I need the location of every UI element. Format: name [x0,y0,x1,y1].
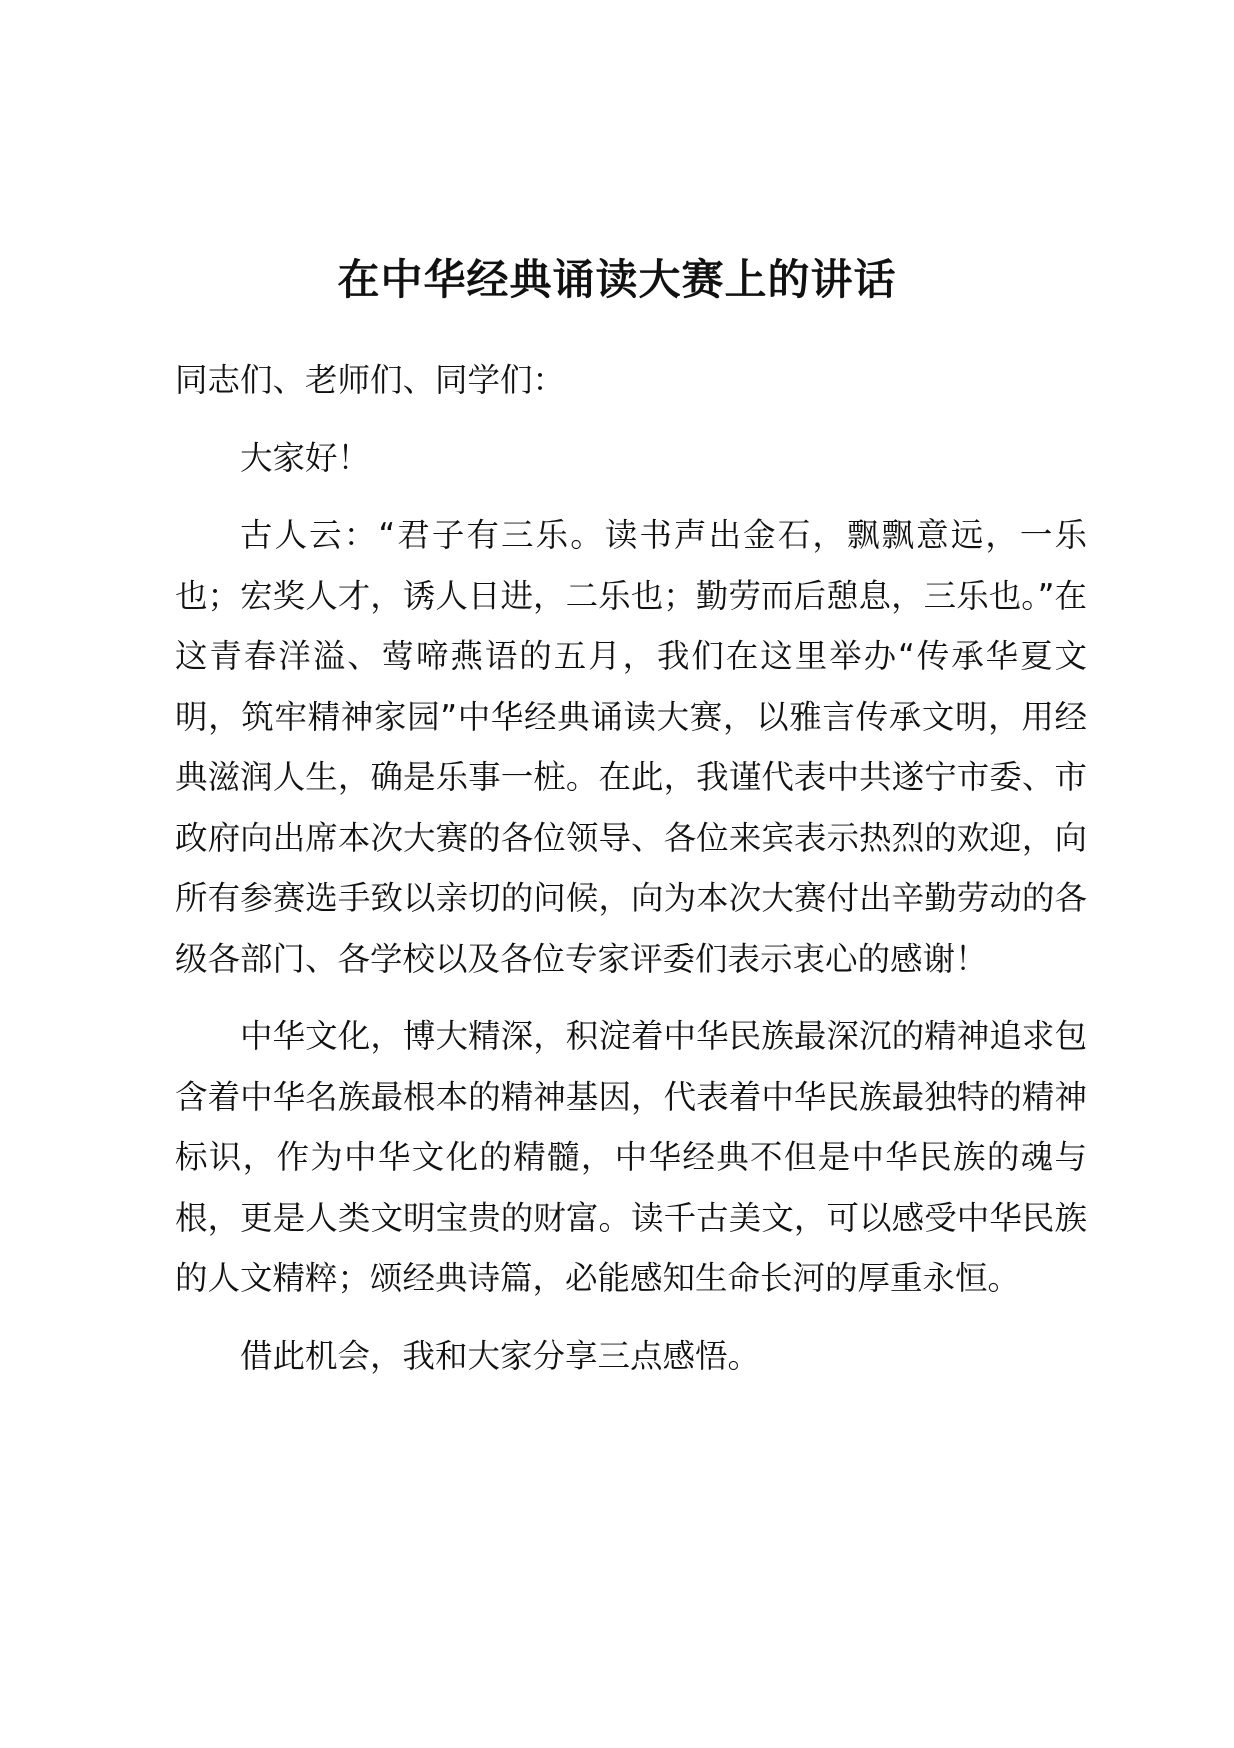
paragraph-quote: 古人云：“君子有三乐。读书声出金石，飘飘意远，一乐也；宏奖人才，诱人日进，二乐也；勤劳而后憩息，三乐也。”在这青春洋溢、莺啼燕语的五月，我们在这里举办“传承华夏文明，筑牢精神家园”中华经典诵读大赛，以雅言传承文明，用经典滋润人生，确是乐事一桩。在此，我谨代表中共遂宁市委、市政府向出席本次大赛的各位领导、各位来宾表示热烈的欢迎，向所有参赛选手致以亲切的问候，向为本次大赛付出辛勤劳动的各级各部门、各学校以及各位专家评委们表示衷心的感谢！ [175,516,1087,978]
salutation: 同志们、老师们、同学们： [175,361,566,399]
page-title: 在中华经典诵读大赛上的讲话 [337,255,897,304]
paragraph-culture: 中华文化，博大精深，积淀着中华民族最深沉的精神追求包含着中华名族最根本的精神基因，代表着中华民族最独特的精神标识，作为中华文化的精髓，中华经典不但是中华民族的魂与根，更是人类文明宝贵的财富。读千古美文，可以感受中华民族的人文精粹；颂经典诗篇，必能感知生命长河的厚重永恒。 [175,1017,1087,1297]
speech-body [175,350,1087,1403]
paragraph-greeting: 大家好！ [240,438,371,477]
paragraph-share: 借此机会，我和大家分享三点感悟。 [240,1336,761,1375]
